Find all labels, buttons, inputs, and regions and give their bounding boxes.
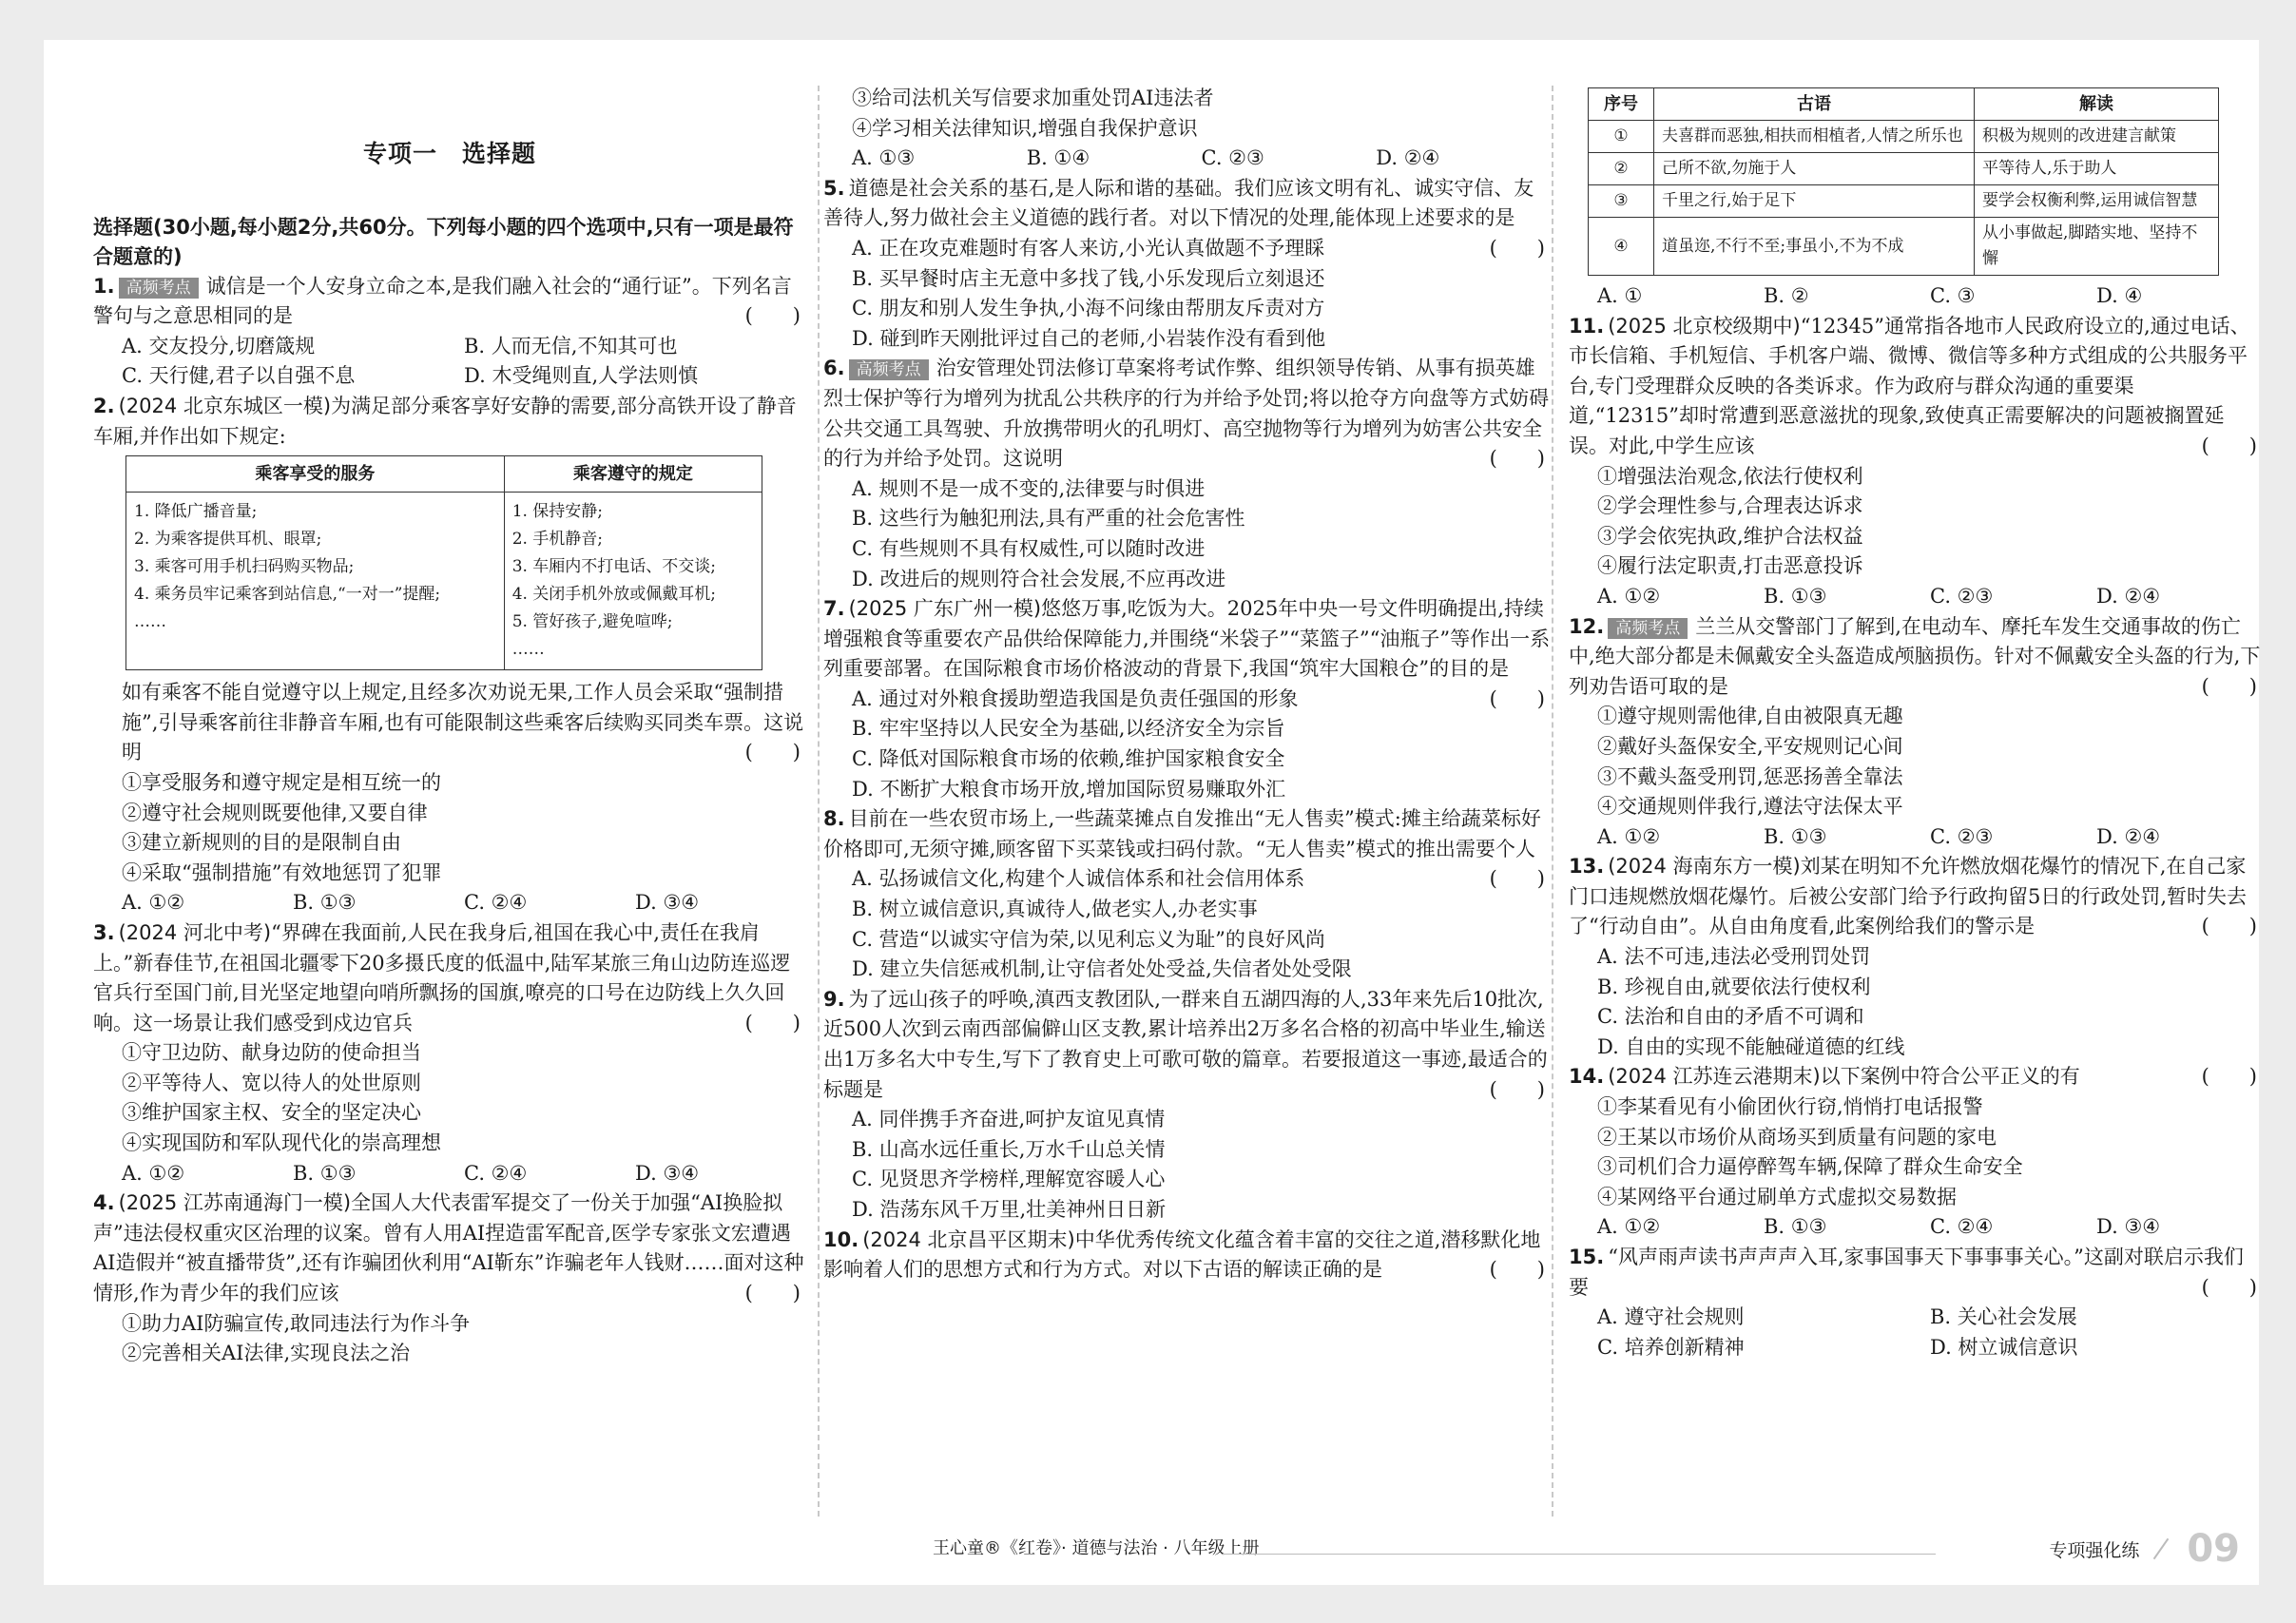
question-12 bbox=[1569, 612, 2263, 853]
option-d: D. 木受绳则直,人学法则慎 bbox=[464, 364, 699, 388]
option-c: C. ②④ bbox=[464, 891, 528, 915]
page-number: 09 bbox=[2187, 1527, 2240, 1571]
table-cell bbox=[126, 493, 505, 670]
question-6 bbox=[823, 354, 1551, 594]
table-header: 解读 bbox=[1975, 88, 2219, 121]
question-stem: 为满足部分乘客享好安静的需要,部分高铁开设了静音车厢,并作出如下规定: bbox=[93, 394, 797, 448]
option-a: A. 遵守社会规则 bbox=[1597, 1305, 1745, 1329]
frequent-point-badge: 高频考点 bbox=[849, 359, 929, 380]
option-d: D. ③④ bbox=[2096, 1215, 2161, 1239]
table-cell: 从小事做起,脚踏实地、坚持不懈 bbox=[1975, 218, 2219, 276]
question-source: (2024 北京昌平区期末) bbox=[862, 1227, 1075, 1251]
answer-blank: ( ) bbox=[744, 741, 801, 764]
question-10 bbox=[823, 1226, 1551, 1285]
answer-blank: ( ) bbox=[2201, 674, 2257, 698]
question-number: 6. bbox=[823, 357, 845, 380]
question-stem: 目前在一些农贸市场上,一些蔬菜摊点自发推出“无人售卖”模式:摊主给蔬菜标好价格即可,无须守摊,顾客留下买菜钱或扫码付款。“无人售卖”模式的推出需要个人 bbox=[823, 807, 1541, 860]
option-d: D. ②④ bbox=[1376, 146, 1440, 170]
statement: ④实现国防和军队现代化的崇高理想 bbox=[122, 1131, 441, 1155]
option-c: C. 降低对国际粮食市场的依赖,维护国家粮食安全 bbox=[852, 747, 1285, 771]
option-c: C. ②④ bbox=[1930, 1215, 1994, 1239]
answer-blank: ( ) bbox=[744, 1011, 801, 1034]
option-a: A. 正在攻克难题时有客人来访,小光认真做题不予理睬 bbox=[852, 236, 1325, 260]
option-b: B. ①③ bbox=[1764, 824, 1827, 848]
option-c: C. ②③ bbox=[1930, 584, 1994, 608]
options bbox=[93, 888, 806, 918]
table-row bbox=[1589, 121, 2219, 153]
question-15 bbox=[1569, 1243, 2263, 1362]
option-d: D. ②④ bbox=[2096, 584, 2161, 608]
statement: ③司机们合力逼停醉驾车辆,保障了群众生命安全 bbox=[1597, 1155, 2023, 1179]
answer-blank: ( ) bbox=[1489, 867, 1545, 891]
table-cell: 要学会权衡利弊,运用诚信智慧 bbox=[1975, 185, 2219, 218]
section-label: 专项强化练 bbox=[2049, 1539, 2140, 1561]
question-number: 2. bbox=[93, 394, 115, 417]
question-stem: 道德是社会关系的基石,是人际和谐的基础。我们应该文明有礼、诚实守信、友善待人,努力做社会主义道德的践行者。对以下情况的处理,能体现上述要求的是 bbox=[823, 176, 1534, 230]
statement: ②戴好头盔保安全,平安规则记心间 bbox=[1597, 734, 1903, 758]
option-b: B. 人而无信,不知其可也 bbox=[464, 334, 678, 357]
option-c: C. 见贤思齐学榜样,理解宽容暖人心 bbox=[852, 1168, 1166, 1191]
answer-blank: ( ) bbox=[744, 304, 801, 328]
option-a: A. ① bbox=[1597, 284, 1643, 307]
frequent-point-badge: 高频考点 bbox=[119, 278, 199, 299]
table-cell: 己所不欲,勿施于人 bbox=[1654, 153, 1975, 185]
options bbox=[93, 332, 806, 392]
options bbox=[1569, 1303, 2263, 1362]
list-item: 5. 管好孩子,避免喧哗; bbox=[511, 612, 673, 632]
statement: ①助力AI防骗宣传,敢同违法行为作斗争 bbox=[122, 1311, 471, 1335]
question-number: 12. bbox=[1569, 614, 1605, 638]
question-11 bbox=[1569, 312, 2263, 612]
option-b: B. ①③ bbox=[293, 1161, 357, 1185]
list-item: …… bbox=[511, 640, 545, 660]
answer-blank: ( ) bbox=[1489, 1258, 1545, 1282]
table-row bbox=[1589, 218, 2219, 276]
question-number: 15. bbox=[1569, 1246, 1605, 1268]
table-header: 古语 bbox=[1654, 88, 1975, 121]
book-title: 王心童®《红卷》· 道德与法治 · 八年级上册 bbox=[933, 1538, 1260, 1558]
question-3 bbox=[93, 918, 806, 1188]
question-source: (2024 海南东方一模) bbox=[1608, 855, 1801, 879]
option-d: D. ③④ bbox=[635, 1161, 700, 1185]
statement: ④某网络平台通过刷单方式虚拟交易数据 bbox=[1597, 1185, 1957, 1208]
question-number: 3. bbox=[93, 920, 115, 944]
option-c: C. 法治和自由的矛盾不可调和 bbox=[1597, 1005, 1864, 1029]
statement: ④采取“强制措施”有效地惩罚了犯罪 bbox=[122, 860, 442, 884]
statement: ④履行法定职责,打击恶意投诉 bbox=[1597, 554, 1863, 578]
question-1 bbox=[93, 272, 806, 392]
question-stem: 全国人大代表雷军提交了一份关于加强“AI换脸拟声”违法侵权重灾区治理的议案。曾有人用AI捏造雷军配音,医学专家张文宏遭遇AI造假并“被直播带货”,还有诈骗团伙利用“AI靳东”诈骗老年人钱财……面对这种情形,作为青少年的我们应该 bbox=[93, 1191, 804, 1305]
option-d: D. ③④ bbox=[635, 891, 700, 915]
question-number: 14. bbox=[1569, 1065, 1605, 1089]
statement: ②完善相关AI法律,实现良法之治 bbox=[122, 1342, 411, 1365]
option-c: C. 天行健,君子以自强不息 bbox=[122, 364, 356, 388]
option-b: B. ①④ bbox=[1026, 146, 1090, 170]
footer-page-marker bbox=[2049, 1527, 2240, 1571]
question-stem: “12345”通常指各地市人民政府设立的,通过电话、市长信箱、手机短信、手机客户端、微博、微信等多种方式组成的公共服务平台,专门受理群众反映的各类诉求。作为政府与群众沟通的重要渠道,“12315”却时常遭到恶意滋扰的现象,致使真正需要解决的问题被搁置延误。对此,中学生应该 bbox=[1569, 314, 2250, 457]
answer-blank: ( ) bbox=[1489, 236, 1545, 260]
frequent-point-badge: 高频考点 bbox=[1608, 618, 1688, 639]
option-b: B. ①③ bbox=[1764, 1215, 1827, 1239]
option-b: B. 关心社会发展 bbox=[1930, 1305, 2077, 1329]
statement: ②王某以市场价从商场买到质量有问题的家电 bbox=[1597, 1125, 1997, 1149]
question-stem: 悠悠万事,吃饭为大。2025年中央一号文件明确提出,持续增强粮食等重要农产品供给保障能力,并围绕“米袋子”“菜篮子”“油瓶子”等作出一系列重要部署。在国际粮食市场价格波动的背景下,我国“筑牢大国粮仓”的目的是 bbox=[823, 597, 1551, 681]
statement: ②学会理性参与,合理表达诉求 bbox=[1597, 494, 1863, 518]
question-stem: 诚信是一个人安身立命之本,是我们融入社会的“通行证”。下列名言警句与之意思相同的是 bbox=[93, 274, 792, 328]
question-number: 4. bbox=[93, 1191, 115, 1215]
column-right bbox=[1559, 84, 2263, 1362]
section-intro: 选择题(30小题,每小题2分,共60分。下列每小题的四个选项中,只有一项是最符合题意的) bbox=[93, 215, 794, 268]
list-item: 2. 为乘客提供耳机、眼罩; bbox=[134, 530, 322, 550]
option-a: A. ①② bbox=[1597, 584, 1661, 608]
question-13 bbox=[1569, 852, 2263, 1062]
options bbox=[1569, 822, 2263, 853]
question-source: (2025 广东广州一模) bbox=[848, 597, 1042, 621]
list-item: 4. 乘务员牢记乘客到站信息,“一对一”提醒; bbox=[134, 585, 441, 605]
table-cell: ① bbox=[1589, 121, 1654, 153]
question-source: (2024 北京东城区一模) bbox=[118, 394, 332, 417]
statement: ①享受服务和遵守规定是相互统一的 bbox=[122, 770, 441, 794]
statement: ④学习相关法律知识,增强自我保护意识 bbox=[852, 116, 1198, 140]
option-b: B. 树立诚信意识,真诚待人,做老实人,办老实事 bbox=[852, 898, 1258, 921]
option-b: B. 买早餐时店主无意中多找了钱,小乐发现后立刻退还 bbox=[852, 266, 1325, 290]
option-c: C. ②③ bbox=[1201, 146, 1264, 170]
list-item: 3. 车厢内不打电话、不交谈; bbox=[511, 557, 717, 577]
answer-blank: ( ) bbox=[744, 1282, 801, 1305]
option-a: A. ①② bbox=[1597, 824, 1661, 848]
option-d: D. 碰到昨天刚批评过自己的老师,小岩装作没有看到他 bbox=[852, 326, 1326, 350]
table-cell: 千里之行,始于足下 bbox=[1654, 185, 1975, 218]
question-14 bbox=[1569, 1062, 2263, 1243]
statement: ②平等待人、宽以待人的处世原则 bbox=[122, 1071, 421, 1094]
question-number: 10. bbox=[823, 1227, 859, 1251]
list-item: 2. 手机静音; bbox=[511, 530, 604, 550]
option-d: D. 自由的实现不能触碰道德的红线 bbox=[1597, 1034, 1905, 1058]
question-stem: 中华优秀传统文化蕴含着丰富的交往之道,潜移默化地影响着人们的思想方式和行为方式。对以下古语的解读正确的是 bbox=[823, 1227, 1541, 1282]
option-b: B. ①③ bbox=[1764, 584, 1827, 608]
rules-table bbox=[125, 455, 762, 670]
options bbox=[93, 1159, 806, 1189]
page-footer bbox=[44, 1527, 2259, 1571]
question-5 bbox=[823, 174, 1551, 355]
list-item: 3. 乘客可用手机扫码购买物品; bbox=[134, 557, 355, 577]
option-c: C. 营造“以诚实守信为荣,以见利忘义为耻”的良好风尚 bbox=[852, 927, 1325, 951]
question-stem: 兰兰从交警部门了解到,在电动车、摩托车发生交通事故的伤亡中,绝大部分都是未佩戴安全头盔造成颅脑损伤。针对不佩戴安全头盔的行为,下列劝告语可取的是 bbox=[1569, 614, 2261, 698]
statement: ②遵守社会规则既要他律,又要自律 bbox=[122, 801, 428, 824]
page bbox=[44, 40, 2259, 1585]
question-number: 7. bbox=[823, 597, 845, 621]
quotes-table bbox=[1588, 87, 2219, 276]
option-a: A. ①② bbox=[122, 891, 185, 915]
question-8 bbox=[823, 804, 1551, 985]
statement: ①守卫边防、献身边防的使命担当 bbox=[122, 1041, 421, 1065]
statement: ③给司法机关写信要求加重处罚AI违法者 bbox=[852, 87, 1214, 109]
option-a: A. 同伴携手齐奋进,呵护友谊见真情 bbox=[852, 1108, 1166, 1131]
statement: ③维护国家主权、安全的坚定决心 bbox=[122, 1101, 421, 1125]
options bbox=[823, 144, 1551, 174]
column-left bbox=[93, 84, 806, 1369]
option-d: D. ④ bbox=[2096, 284, 2143, 307]
column-divider bbox=[1552, 86, 1553, 1517]
table-row bbox=[1589, 185, 2219, 218]
question-7 bbox=[823, 594, 1551, 804]
options bbox=[1569, 281, 2263, 312]
option-b: B. 珍视自由,就要依法行使权利 bbox=[1597, 975, 1871, 998]
option-d: D. 不断扩大粮食市场开放,增加国际贸易赚取外汇 bbox=[852, 777, 1286, 801]
list-item: 1. 降低广播音量; bbox=[134, 502, 258, 522]
answer-blank: ( ) bbox=[2201, 915, 2257, 938]
question-number: 8. bbox=[823, 807, 845, 831]
question-4 bbox=[93, 1188, 806, 1369]
option-a: A. 通过对外粮食援助塑造我国是负责任强国的形象 bbox=[852, 686, 1299, 710]
options bbox=[1569, 1212, 2263, 1243]
option-c: C. ③ bbox=[1930, 284, 1976, 307]
table-cell bbox=[504, 493, 762, 670]
question-stem: 如有乘客不能自觉遵守以上规定,且经多次劝说无果,工作人员会采取“强制措施”,引导乘客前往非静音车厢,也有可能限制这些乘客后续购买同类车票。这说明 bbox=[122, 681, 804, 764]
answer-blank: ( ) bbox=[1489, 447, 1545, 471]
options bbox=[1569, 582, 2263, 612]
option-c: C. 培养创新精神 bbox=[1597, 1335, 1745, 1359]
question-9 bbox=[823, 985, 1551, 1226]
question-number: 1. bbox=[93, 274, 115, 298]
statement: ③学会依宪执政,维护合法权益 bbox=[1597, 524, 1863, 548]
page-title: 专项一 选择题 bbox=[362, 140, 536, 167]
option-c: C. ②③ bbox=[1930, 824, 1994, 848]
option-c: C. 朋友和别人发生争执,小海不问缘由帮朋友斥责对方 bbox=[852, 297, 1325, 320]
statement: ①增强法治观念,依法行使权利 bbox=[1597, 464, 1863, 488]
question-source: (2024 江苏连云港期末) bbox=[1608, 1065, 1821, 1089]
option-b: B. 牢牢坚持以人民安全为基础,以经济安全为宗旨 bbox=[852, 717, 1285, 741]
question-continuation bbox=[93, 678, 806, 768]
option-c: C. 有些规则不具有权威性,可以随时改进 bbox=[852, 536, 1206, 560]
list-item: 4. 关闭手机外放或佩戴耳机; bbox=[511, 585, 717, 605]
option-b: B. ①③ bbox=[293, 891, 357, 915]
option-a: A. 弘扬诚信文化,构建个人诚信体系和社会信用体系 bbox=[852, 867, 1305, 891]
column-middle bbox=[806, 84, 1551, 1285]
statement: ①遵守规则需他律,自由被限真无趣 bbox=[1597, 705, 1903, 728]
list-item: …… bbox=[134, 612, 166, 632]
table-cell: 道虽迩,不行不至;事虽小,不为不成 bbox=[1654, 218, 1975, 276]
list-item: 1. 保持安静; bbox=[511, 502, 604, 522]
option-b: B. ② bbox=[1764, 284, 1809, 307]
option-a: A. ①② bbox=[1597, 1215, 1661, 1239]
question-source: (2025 江苏南通海门一模) bbox=[118, 1191, 352, 1215]
option-d: D. 改进后的规则符合社会发展,不应再改进 bbox=[852, 567, 1226, 590]
table-cell: 积极为规则的改进建言献策 bbox=[1975, 121, 2219, 153]
question-stem: “风声雨声读书声声声入耳,家事国事天下事事事关心。”这副对联启示我们要 bbox=[1569, 1246, 2244, 1299]
question-stem: 为了远山孩子的呼唤,滇西支教团队,一群来自五湖四海的人,33年来先后10批次,近500人次到云南西部偏僻山区支教,累计培养出2万多名合格的初高中毕业生,输送出1万多名大中专生,写下了教育史上可歌可敬的篇章。若要报道这一事迹,最适合的标题是 bbox=[823, 987, 1548, 1101]
option-a: A. ①③ bbox=[852, 146, 916, 170]
option-a: A. 法不可违,违法必受刑罚处罚 bbox=[1597, 945, 1871, 969]
footer-rule bbox=[1223, 1554, 1936, 1555]
option-a: A. 规则不是一成不变的,法律要与时俱进 bbox=[852, 476, 1206, 500]
answer-blank: ( ) bbox=[1489, 1077, 1545, 1101]
table-cell: 平等待人,乐于助人 bbox=[1975, 153, 2219, 185]
question-stem: “界碑在我面前,人民在我身后,祖国在我心中,责任在我肩上。”新春佳节,在祖国北疆零下20多摄氏度的低温中,陆军某旅三角山边防连巡逻官兵行至国门前,目光坚定地望向哨所飘扬的国旗,嘹亮的口号在边防线上久久回响。这一场景让我们感受到戍边官兵 bbox=[93, 920, 791, 1034]
table-row bbox=[1589, 153, 2219, 185]
answer-blank: ( ) bbox=[2201, 434, 2257, 457]
option-b: B. 这些行为触犯刑法,具有严重的社会危害性 bbox=[852, 507, 1245, 531]
question-2 bbox=[93, 392, 806, 918]
option-c: C. ②④ bbox=[464, 1161, 528, 1185]
table-header: 乘客享受的服务 bbox=[126, 456, 505, 493]
slash-decoration bbox=[2153, 1538, 2170, 1559]
answer-blank: ( ) bbox=[2201, 1065, 2257, 1089]
option-d: D. ②④ bbox=[2096, 824, 2161, 848]
question-number: 11. bbox=[1569, 314, 1605, 338]
statement: ①李某看见有小偷团伙行窃,悄悄打电话报警 bbox=[1597, 1095, 1983, 1119]
answer-blank: ( ) bbox=[2201, 1275, 2257, 1299]
table-header: 乘客遵守的规定 bbox=[504, 456, 762, 493]
statement: ④交通规则伴我行,遵法守法保太平 bbox=[1597, 795, 1903, 819]
question-stem: 治安管理处罚法修订草案将考试作弊、组织领导传销、从事有损英雄烈士保护等行为增列为扰乱公共秩序的行为并给予处罚;将以抢夺方向盘等方式妨碍公共交通工具驾驶、升放携带明火的孔明灯、高空抛物等行为增列为妨害公共安全的行为并给予处罚。这说明 bbox=[823, 357, 1550, 471]
table-cell: ④ bbox=[1589, 218, 1654, 276]
option-a: A. ①② bbox=[122, 1161, 185, 1185]
question-source: (2024 河北中考) bbox=[118, 920, 272, 944]
question-source: (2025 北京校级期中) bbox=[1608, 314, 1801, 338]
table-cell: 夫喜群而恶独,相扶而相植者,人情之所乐也 bbox=[1654, 121, 1975, 153]
question-number: 13. bbox=[1569, 855, 1605, 879]
option-d: D. 浩荡东风千万里,壮美神州日日新 bbox=[852, 1197, 1167, 1221]
option-d: D. 建立失信惩戒机制,让守信者处处受益,失信者处处受限 bbox=[852, 957, 1352, 981]
option-b: B. 山高水远任重长,万水千山总关情 bbox=[852, 1137, 1166, 1161]
table-header: 序号 bbox=[1589, 88, 1654, 121]
option-d: D. 树立诚信意识 bbox=[1930, 1335, 2078, 1359]
table-cell: ③ bbox=[1589, 185, 1654, 218]
option-a: A. 交友投分,切磨箴规 bbox=[122, 334, 316, 357]
table-cell: ② bbox=[1589, 153, 1654, 185]
question-number: 5. bbox=[823, 176, 845, 200]
question-stem: 刘某在明知不允许燃放烟花爆竹的情况下,在自己家门口违规燃放烟花爆竹。后被公安部门给予行政拘留5日的行政处罚,暂时失去了“行动自由”。从自由角度看,此案例给我们的警示是 bbox=[1569, 855, 2248, 938]
answer-blank: ( ) bbox=[1489, 686, 1545, 710]
question-stem: 以下案例中符合公平正义的有 bbox=[1820, 1065, 2080, 1089]
statement: ③不戴头盔受刑罚,惩恶扬善全靠法 bbox=[1597, 764, 1903, 788]
statement: ③建立新规则的目的是限制自由 bbox=[122, 831, 401, 855]
question-number: 9. bbox=[823, 987, 845, 1011]
